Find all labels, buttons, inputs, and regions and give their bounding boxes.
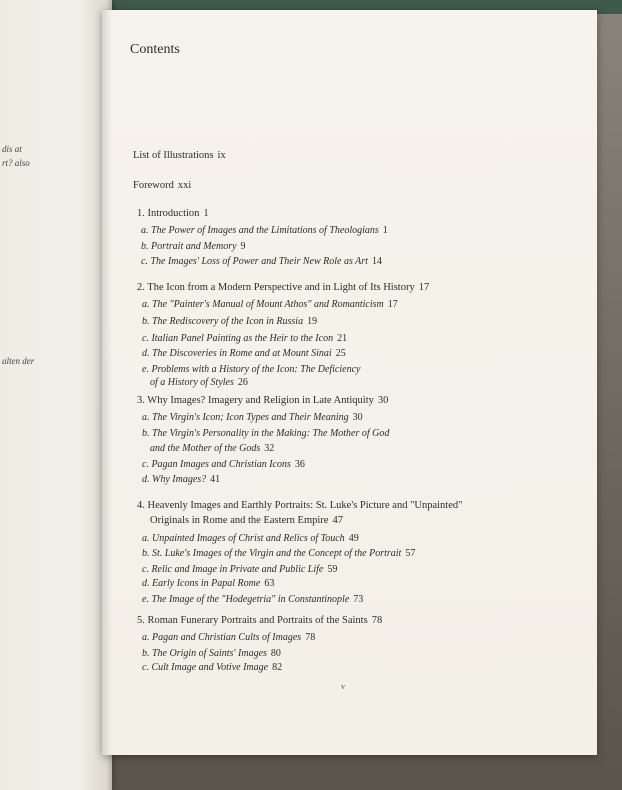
toc-page-number: 82 <box>272 662 283 673</box>
page-title: Contents <box>130 42 180 57</box>
left-margin-text: alten der <box>2 356 35 366</box>
toc-entry-title: a. Unpainted Images of Christ and Relics of Touch <box>142 533 345 544</box>
toc-entry-title: c. Relic and Image in Private and Public Life <box>142 564 324 575</box>
toc-page-number: 19 <box>307 316 318 327</box>
toc-subentry <box>141 256 382 267</box>
left-margin-text: rt? also <box>2 158 30 168</box>
toc-entry-title: c. Italian Panel Painting as the Heir to the Icon <box>142 333 334 344</box>
toc-page-number: 32 <box>264 443 275 454</box>
toc-subentry <box>141 225 388 236</box>
toc-page-number: 9 <box>240 241 246 252</box>
toc-entry <box>137 500 466 511</box>
toc-page-number: 14 <box>371 256 382 267</box>
toc-entry-title: d. Why Images? <box>142 474 207 485</box>
toc-entry-title: b. The Origin of Saints' Images <box>142 648 267 659</box>
toc-page-number: 47 <box>332 515 343 526</box>
toc-subentry <box>141 241 246 252</box>
toc-page-number: 1 <box>203 208 209 219</box>
toc-subentry <box>142 578 274 589</box>
toc-entry-title: d. The Discoveries in Rome and at Mount Sinai <box>142 348 332 359</box>
toc-entry-title: d. Early Icons in Papal Rome <box>142 578 261 589</box>
toc-entry-title: 4. Heavenly Images and Earthly Portraits: St. Luke's Picture and "Unpainted" <box>137 500 463 511</box>
toc-entry-title: a. Pagan and Christian Cults of Images <box>142 632 302 643</box>
toc-page-number: 59 <box>327 564 338 575</box>
toc-subentry <box>142 648 281 659</box>
toc-entry-title: b. The Rediscovery of the Icon in Russia <box>142 316 304 327</box>
toc-entry-title: Originals in Rome and the Eastern Empire <box>150 515 329 526</box>
toc-subentry <box>142 333 347 344</box>
toc-subentry <box>142 316 317 327</box>
toc-subentry <box>150 377 248 388</box>
toc-entry-title: a. The Power of Images and the Limitations of Theologians <box>141 225 379 236</box>
toc-page-number: 41 <box>210 474 221 485</box>
toc-entry-title: 1. Introduction <box>137 208 200 219</box>
toc-subentry <box>142 548 415 559</box>
bottom-mark: v <box>341 682 345 691</box>
toc-page-number: 80 <box>270 648 281 659</box>
toc-page-number: 73 <box>353 594 364 605</box>
toc-entry-title: List of Illustrations <box>133 150 214 161</box>
toc-entry <box>137 208 209 219</box>
toc-subentry <box>142 299 398 310</box>
page-gutter-shadow <box>102 10 112 755</box>
toc-entry-title: 5. Roman Funerary Portraits and Portraits of the Saints <box>137 615 368 626</box>
toc-page-number: 21 <box>337 333 348 344</box>
toc-page-number: 17 <box>418 282 430 293</box>
toc-entry-title: c. Pagan Images and Christian Icons <box>142 459 291 470</box>
toc-entry <box>133 150 226 161</box>
toc-page-number: xxi <box>177 180 192 191</box>
toc-entry-title: Foreword <box>133 180 174 191</box>
toc-entry-title: b. Portrait and Memory <box>141 241 237 252</box>
toc-entry <box>137 615 382 626</box>
left-margin-text: dis at <box>2 144 22 154</box>
toc-entry-title: of a History of Styles <box>150 377 234 388</box>
toc-entry-title: c. Cult Image and Votive Image <box>142 662 269 673</box>
toc-entry-title: e. The Image of the "Hodegetria" in Constantinople <box>142 594 350 605</box>
toc-page-number: 57 <box>405 548 416 559</box>
toc-entry-title: a. The "Painter's Manual of Mount Athos" and Romanticism <box>142 299 384 310</box>
toc-subentry <box>142 459 305 470</box>
toc-entry-title: 2. The Icon from a Modern Perspective and in Light of Its History <box>137 282 415 293</box>
toc-subentry <box>150 443 274 454</box>
toc-page-number: 26 <box>237 377 248 388</box>
toc-page-number: 1 <box>382 225 388 236</box>
toc-page-number: 78 <box>305 632 316 643</box>
toc-entry <box>150 515 343 526</box>
toc-subentry <box>142 662 282 673</box>
toc-entry <box>137 395 388 406</box>
toc-entry <box>133 180 191 191</box>
toc-entry-title: a. The Virgin's Icon; Icon Types and Their Meaning <box>142 412 349 423</box>
toc-entry-title: b. The Virgin's Personality in the Making: The Mother of God <box>142 428 390 439</box>
toc-subentry <box>142 564 337 575</box>
toc-page-number: 17 <box>387 299 398 310</box>
toc-entry <box>137 282 429 293</box>
toc-page-number: ix <box>217 150 226 161</box>
toc-subentry <box>142 632 315 643</box>
toc-entry-title: 3. Why Images? Imagery and Religion in Late Antiquity <box>137 395 374 406</box>
toc-page-number: 78 <box>371 615 383 626</box>
toc-entry-title: b. St. Luke's Images of the Virgin and the Concept of the Portrait <box>142 548 402 559</box>
toc-page-number: 25 <box>335 348 346 359</box>
toc-subentry <box>142 428 393 439</box>
toc-subentry <box>142 474 220 485</box>
toc-page-number: 30 <box>377 395 389 406</box>
toc-subentry <box>142 594 363 605</box>
toc-subentry <box>142 364 364 375</box>
toc-subentry <box>142 348 346 359</box>
toc-page-number: 63 <box>264 578 275 589</box>
toc-page-number: 36 <box>294 459 305 470</box>
toc-subentry <box>142 412 363 423</box>
toc-page-number: 49 <box>348 533 359 544</box>
toc-page-number: 30 <box>352 412 363 423</box>
toc-subentry <box>142 533 359 544</box>
toc-entry-title: c. The Images' Loss of Power and Their New Role as Art <box>141 256 368 267</box>
toc-entry-title: and the Mother of the Gods <box>150 443 261 454</box>
left-page <box>0 0 112 790</box>
toc-entry-title: e. Problems with a History of the Icon: The Deficiency <box>142 364 361 375</box>
